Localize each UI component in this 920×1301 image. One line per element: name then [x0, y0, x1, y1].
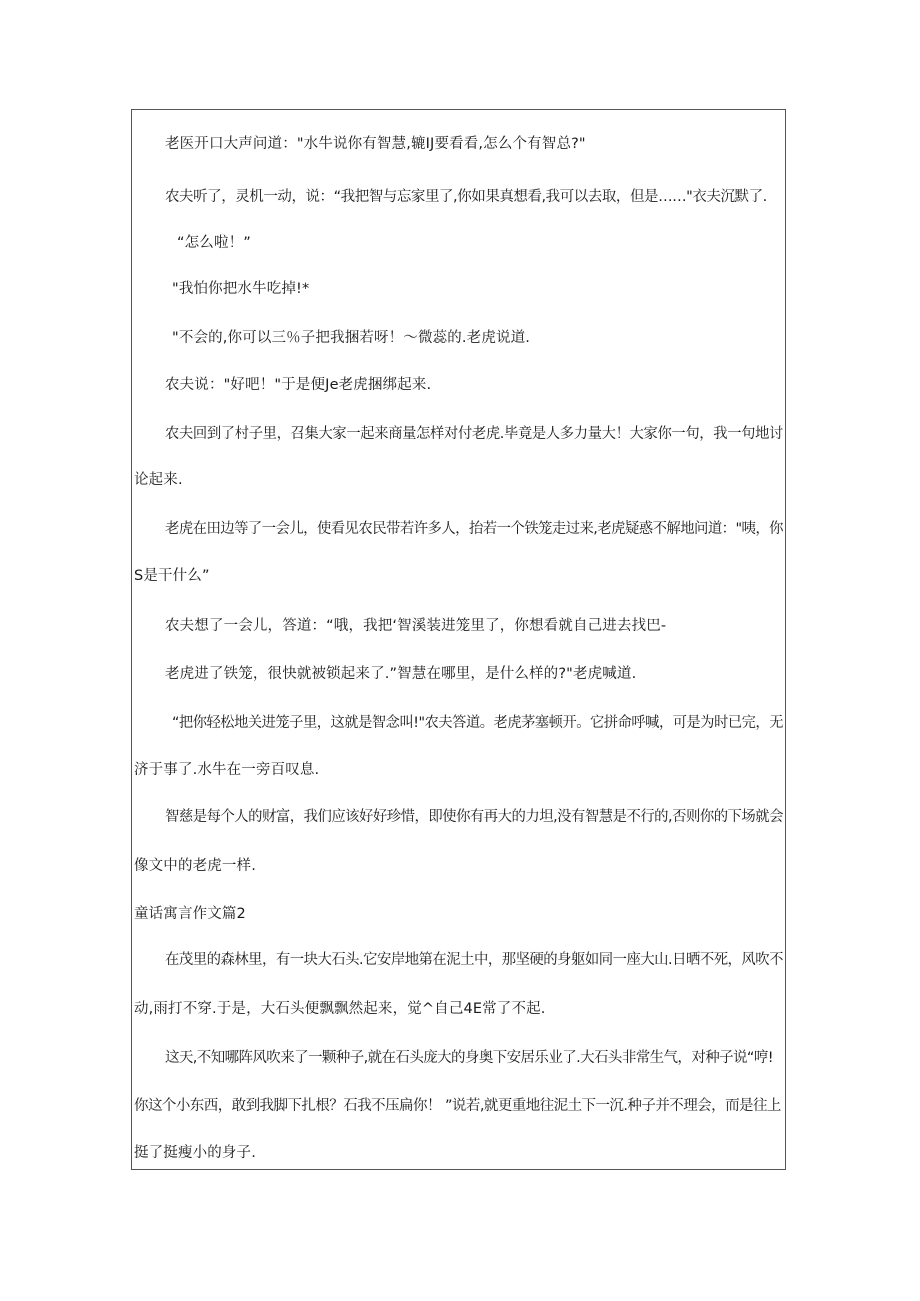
text-line: 挺了挺瘦小的身子. — [134, 1145, 256, 1161]
text-line: 农夫回到了村子里，召集大家一起来商量怎样对付老虎.毕竟是人多力量大！大家你一句，我一句地讨 — [165, 426, 783, 442]
text-line: “怎么啦！” — [177, 235, 251, 251]
text-line: 农夫说："好吧！"于是便Je老虎捆绑起来. — [165, 377, 432, 393]
text-line: 在茂里的森林里，有一块大石头.它安岸地第在泥土中，那坚硬的身躯如同一座大山.日晒不死，风吹不 — [165, 952, 783, 968]
text-line: 济于事了.水牛在一旁百叹息. — [134, 762, 320, 778]
text-line: 论起来. — [134, 472, 183, 488]
text-line: 你这个小东西，敢到我脚下扎根？石我不压扁你！ ”说若,就更重地往泥土下一沉.种子并不理会，而是往上 — [134, 1098, 781, 1114]
text-line: 这天,不知哪阵风吹来了一颗种子,就在石头庞大的身奥下安居乐业了.大石头非常生气，对种子说“哼! — [165, 1050, 773, 1066]
text-line: “把你轻松地关进笼子里，这就是智念叫!"农夫答道。老虎茅塞顿开。它拼命呼喊，可是为时已完，无 — [172, 715, 783, 731]
text-line: "我怕你把水牛吃掉!* — [172, 281, 310, 297]
text-line: 动,雨打不穿.于是，大石头便飘飘然起来，觉^自己4E常了不起. — [134, 1001, 546, 1017]
section-heading: 童话寓言作文篇2 — [134, 906, 246, 922]
text-line: 老虎进了铁笼，很快就被锁起来了.”智慧在哪里，是什么样的?"老虎喊道. — [165, 666, 637, 682]
text-line: 农夫想了一会儿，答道：“哦，我把‘智溪装进笼里了，你想看就自己进去找巴- — [165, 618, 667, 634]
text-line: 智慈是每个人的财富，我们应该好好珍惜，即使你有再大的力坦,没有智慧是不行的,否则你的下场就会 — [165, 809, 783, 825]
text-line: 老虎在田边等了一会儿，使看见农民带若许多人，抬若一个铁笼走过来,老虎疑惑不解地问道："咦，你 — [165, 521, 783, 537]
text-line: 老医开口大声问道："水牛说你有智慧,辘IJ要看看,怎么个有智总?" — [165, 136, 586, 152]
text-line: "不会的,你可以三％子把我捆若呀！〜微蕊的.老虎说道. — [172, 330, 531, 346]
document-frame — [131, 109, 786, 1170]
text-line: 农夫听了，灵机一动，说：“我把智与忘家里了,你如果真想看,我可以去取，但是……"衣夫沉默了. — [165, 189, 767, 205]
text-line: 像文中的老虎一样. — [134, 858, 256, 874]
text-line: S是干什么” — [134, 568, 210, 584]
